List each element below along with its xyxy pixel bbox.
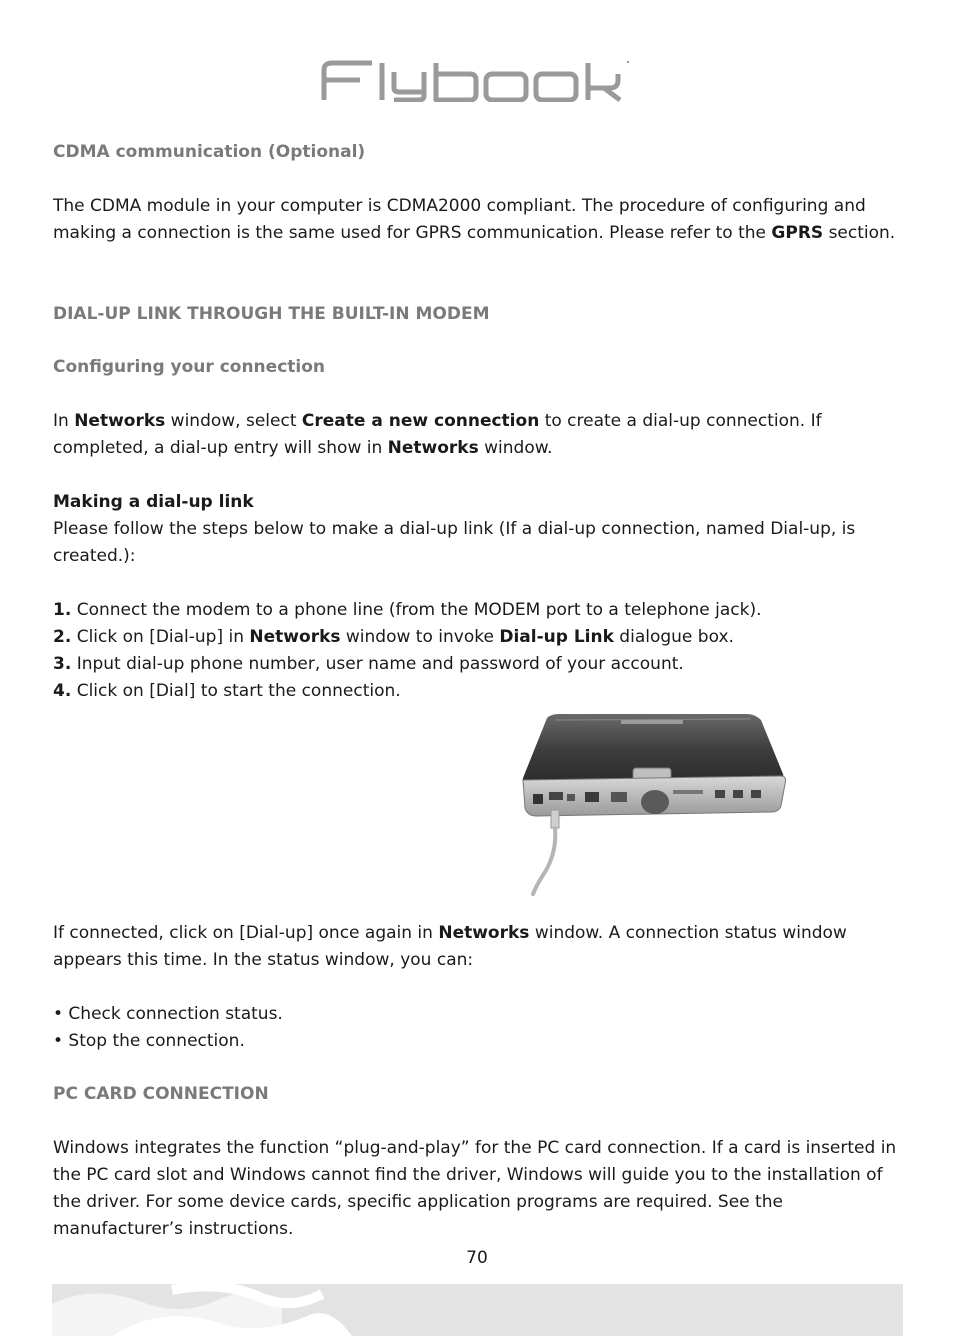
flybook-logo-icon: [320, 58, 632, 102]
cdma-heading: CDMA communication (Optional): [53, 142, 366, 162]
footer-band: [52, 1284, 903, 1336]
config-heading: Configuring your connection: [53, 357, 325, 377]
step-number: 1.: [53, 600, 72, 620]
laptop-modem-cable-icon: [515, 712, 790, 897]
dialup-link-bold: Dial-up Link: [499, 627, 614, 647]
text-run: Input dial-up phone number, user name and password of your account.: [71, 654, 684, 674]
text-run: window.: [478, 438, 553, 458]
text-run: section.: [823, 223, 896, 243]
pccard-heading: PC CARD CONNECTION: [53, 1084, 269, 1104]
networks-bold: Networks: [438, 923, 530, 943]
create-connection-bold: Create a new connection: [301, 411, 540, 431]
step-item: [53, 597, 903, 624]
gprs-bold: GPRS: [771, 223, 824, 243]
page-number: 70: [466, 1248, 488, 1268]
step-item: [53, 624, 903, 651]
laptop-photo: [515, 712, 790, 897]
step-number: 4.: [53, 681, 72, 701]
step-item: [53, 678, 903, 705]
step-number: 3.: [53, 654, 72, 674]
text-run: to create a dial-up connection. If completed, a dial-up entry will show in: [53, 411, 822, 458]
step-item: [53, 651, 903, 678]
networks-bold: Networks: [74, 411, 166, 431]
text-run: window to invoke: [340, 627, 500, 647]
step-number: 2.: [53, 627, 72, 647]
text-run: Click on [Dial] to start the connection.: [71, 681, 401, 701]
pccard-paragraph: Windows integrates the function “plug-and-play” for the PC card connection. If a card is inserted in the PC card slot and Windows cannot find the driver, Windows will guide you to the installation of the driver. For some device cards, specific application programs are required. See the manufacturer’s instructions.: [53, 1138, 897, 1239]
footer-swirl-decoration: [52, 1284, 903, 1336]
making-heading: Making a dial-up link: [53, 492, 254, 512]
config-paragraph: [53, 408, 903, 462]
text-run: window. A connection status window appears this time. In the status window, you can:: [53, 923, 847, 970]
bullet-item: • Check connection status.: [53, 1004, 283, 1024]
steps-list: [53, 597, 903, 705]
cdma-paragraph: [53, 193, 903, 247]
text-run: If connected, click on [Dial-up] once again in: [53, 923, 439, 943]
networks-bold: Networks: [387, 438, 479, 458]
text-run: Click on [Dial-up] in: [71, 627, 250, 647]
connected-paragraph: [53, 920, 903, 974]
text-run: In: [53, 411, 75, 431]
dialup-heading: DIAL-UP LINK THROUGH THE BUILT-IN MODEM: [53, 304, 490, 324]
networks-bold: Networks: [249, 627, 341, 647]
text-run: dialogue box.: [613, 627, 734, 647]
text-run: Connect the modem to a phone line (from the MODEM port to a telephone jack).: [71, 600, 762, 620]
making-paragraph: Please follow the steps below to make a dial-up link (If a dial-up connection, named Dial-up, is created.):: [53, 519, 856, 566]
flybook-logo: [320, 58, 632, 102]
bullet-item: • Stop the connection.: [53, 1031, 245, 1051]
text-run: window, select: [165, 411, 302, 431]
bullet-list: [53, 1001, 903, 1055]
text-run: The CDMA module in your computer is CDMA2000 compliant. The procedure of configuring and making a connection is the same used for GPRS communication. Please refer to the: [53, 196, 866, 243]
